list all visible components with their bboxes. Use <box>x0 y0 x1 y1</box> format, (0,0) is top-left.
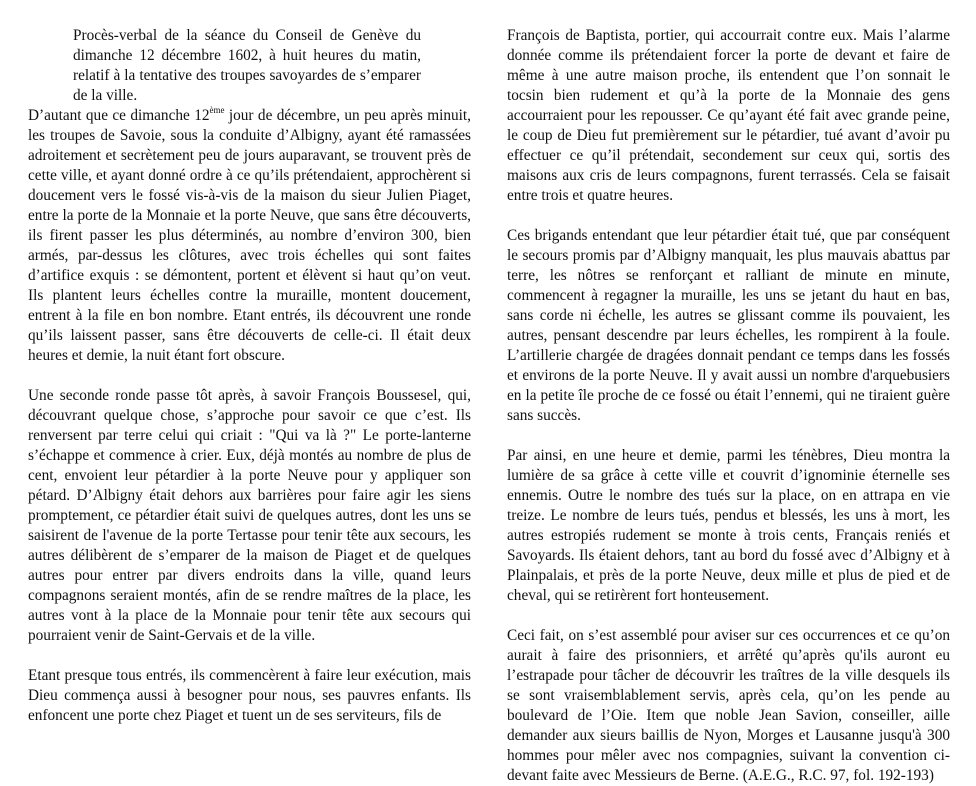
paragraph: Etant presque tous entrés, ils commencèrent à faire leur exécution, mais Dieu commença aussi à besogner pour nous, ses pauvres enfants. Ils enfoncent une porte chez Piaget et tuent un de ses serviteurs, fils de <box>28 667 471 724</box>
paragraph-text: jour de décembre, un peu après minuit, les troupes de Savoie, sous la conduite d’Albigny, ayant été ramassées adroitement et secrètement peu de jours auparavant, se trouvent près de cette ville, et ayant donné ordre à ce qu’ils prétendaient, approchèrent si doucement vers le fossé vis-à-vis de la maison du sieur Julien Piaget, entre la porte de la Monnaie et la porte Neuve, que sans être découverts, ils firent passer les plus déterminés, au nombre d’environ 300, bien armés, par-dessus les clôtures, avec trois échelles qui sont faites d’artifice exquis : se démontent, portent et élèvent si haut qu’on veut. Ils plantent leurs échelles contre la muraille, montent doucement, entrent à la file en bon nombre. Etant entrés, ils découvrent une ronde qu’ils laissent passer, sans être découverts de celle-ci. Il était deux heures et demie, la nuit étant fort obscure. <box>28 107 471 364</box>
paragraph-text: D’autant que ce dimanche 12 <box>28 107 210 124</box>
paragraph: Une seconde ronde passe tôt après, à savoir François Boussesel, qui, découvrant quelque chose, s’approche pour savoir ce que c’est. Ils renversent par terre celui qui criait : "Qui va là ?" Le porte-lanterne s’échappe et commence à crier. Eux, déjà montés au nombre de plus de cent, envoient leur pétardier à la porte Neuve pour y appliquer son pétard. D’Albigny était dehors aux barrières pour faire agir les siens promptement, ce pétardier était suivi de quelques autres, dont les uns se saisirent de l'avenue de la porte Tertasse pour tenir tête aux secours, les autres délibèrent de s’emparer de la maison de Piaget et de quelques autres pour entrer par divers endroits dans la ville, quand leurs compagnons seraient montés, afin de se rendre maîtres de la place, les autres vont à la place de la Monnaie pour tenir tête aux secours qui pourraient venir de Saint-Gervais et de la ville. <box>28 387 471 644</box>
paragraph: François de Baptista, portier, qui accourrait contre eux. Mais l’alarme donnée comme ils prétendaient forcer la porte de devant et faire de même à une autre maison proche, ils entendent que l’on sonnait le tocsin bien rudement et qu’à la porte de la Monnaie des gens accourraient pour les repousser. Ce qu’ayant été fait avec grande peine, le coup de Dieu fut premièrement sur le pétardier, tué avant d’avoir pu effectuer ce qu’il prétendait, secondement sur ceux qui, sortis des maisons aux cris de leurs compagnons, furent terrassés. Cela se faisait entre trois et quatre heures. <box>507 27 950 204</box>
paragraph: Ceci fait, on s’est assemblé pour aviser sur ces occurrences et ce qu’on aurait à faire des prisonniers, et arrêté qu’après qu'ils auront eu l’estrapade pour tâcher de découvrir les traîtres de la ville desquels ils se sont vraisemblablement servis, après cela, qu’on les pende au boulevard de l’Oie. Item que noble Jean Savion, conseiller, aille demander aux sieurs baillis de Nyon, Morges et Lausanne jusqu'à 300 hommes pour mêler avec nos compagnies, suivant la convention ci-devant faite avec Messieurs de Berne. (A.E.G., R.C. 97, fol. 192-193) <box>507 627 950 784</box>
left-column <box>28 26 471 726</box>
paragraph: Par ainsi, en une heure et demie, parmi les ténèbres, Dieu montra la lumière de sa grâce à cette ville et couvrit d’ignominie éternelle ses ennemis. Outre le nombre des tués sur la place, on en attrapa en vie treize. Le nombre de leurs tués, pendus et blessés, les uns à mort, les autres estropiés rudement se monte à trois cents, Français reniés et Savoyards. Ils étaient dehors, tant au bord du fossé avec d’Albigny et à Plainpalais, et près de la porte Neuve, deux mille et plus de pied et de cheval, qui se retirèrent fort honteusement. <box>507 447 950 604</box>
document-heading: Procès-verbal de la séance du Conseil de Genève du dimanche 12 décembre 1602, à huit heures du matin, relatif à la tentative des troupes savoyardes de s’emparer de la ville. <box>73 27 421 104</box>
ordinal-suffix: ème <box>209 105 225 115</box>
paragraph <box>28 106 471 366</box>
right-column <box>507 26 950 786</box>
paragraph: Ces brigands entendant que leur pétardier était tué, que par conséquent le secours promis par d’Albigny manquait, les plus mauvais abattus par terre, les nôtres se renforçant et ralliant de minute en minute, commencent à regagner la muraille, les uns se jetant du haut en bas, sans corde ni échelle, les autres se glissant comme ils pouvaient, les autres, pensant descendre par leurs échelles, les rompirent à la foule. L’artillerie chargée de dragées donnait pendant ce temps dans les fossés et environs de la porte Neuve. Il y avait aussi un nombre d'arquebusiers en la petite île proche de ce fossé ou était l’ennemi, qui ne tiraient guère sans succès. <box>507 227 950 424</box>
